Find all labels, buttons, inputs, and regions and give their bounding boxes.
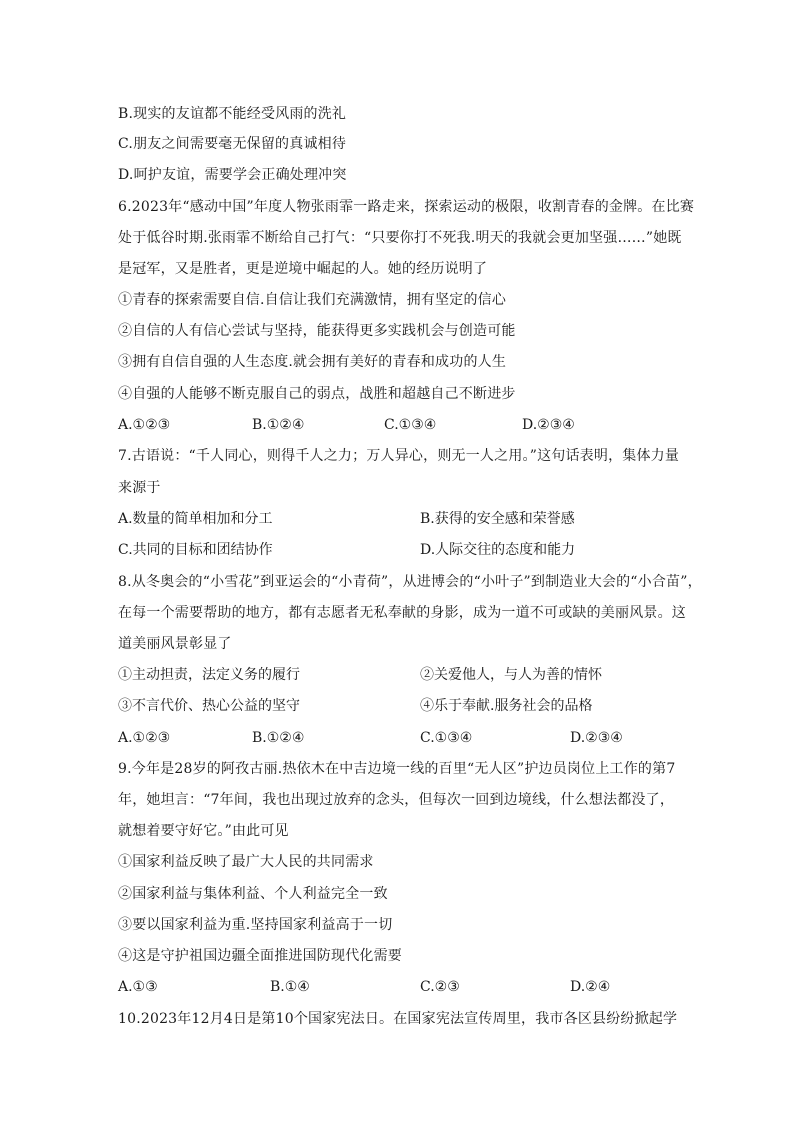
q8-choice-b: B.①②④ — [252, 730, 305, 746]
q8-choice-d: D.②③④ — [570, 730, 623, 746]
q6-statement: ①青春的探索需要自信.自信让我们充满激情，拥有坚定的信心 — [118, 292, 507, 308]
option-c-prev: C.朋友之间需要毫无保留的真诚相待 — [118, 136, 347, 152]
q6-choice-c: C.①③④ — [384, 417, 437, 433]
q9-choice-a: A.①③ — [118, 979, 158, 995]
q6-stem-line: 是冠军，又是胜者，更是逆境中崛起的人。她的经历说明了 — [118, 261, 488, 277]
q9-stem-line: 年，她坦言：“7年间，我也出现过放弃的念头，但每次一回到边境线，什么想法都没了， — [118, 792, 675, 808]
q7-choice-c: C.共同的目标和团结协作 — [118, 542, 273, 558]
q7-choice-d: D.人际交往的态度和能力 — [420, 542, 576, 558]
q9-statement: ③要以国家利益为重.坚持国家利益高于一切 — [118, 917, 393, 933]
q6-stem-line: 处于低谷时期.张雨霏不断给自己打气：“只要你打不死我.明天的我就会更加坚强……”她既 — [118, 230, 682, 246]
q6-choice-d: D.②③④ — [522, 417, 575, 433]
option-b-prev: B.现实的友谊都不能经受风雨的洗礼 — [118, 106, 347, 122]
q8-stem-line: 道美丽风景彰显了 — [118, 636, 232, 652]
q7-stem-line: 来源于 — [118, 480, 161, 496]
q8-statement: ①主动担责，法定义务的履行 — [118, 667, 300, 683]
q7-stem-line: 7.古语说：“千人同心，则得千人之力；万人异心，则无一人之用。”这句话表明，集体力量 — [118, 448, 680, 464]
q6-statement: ④自强的人能够不断克服自己的弱点，战胜和超越自己不断进步 — [118, 386, 516, 402]
q8-choice-a: A.①②③ — [118, 730, 171, 746]
q9-stem-line: 9.今年是28岁的阿孜古丽.热依木在中吉边境一线的百里“无人区”护边员岗位上工作的第7 — [118, 761, 676, 777]
q10-stem-line: 10.2023年12月4日是第10个国家宪法日。在国家宪法宣传周里，我市各区县纷纷掀起学 — [118, 1011, 678, 1027]
q9-choice-b: B.①④ — [270, 979, 310, 995]
q9-statement: ④这是守护祖国边疆全面推进国防现代化需要 — [118, 948, 402, 964]
q7-choice-a: A.数量的简单相加和分工 — [118, 511, 273, 527]
q9-statement: ①国家利益反映了最广大人民的共同需求 — [118, 854, 374, 870]
q8-choice-c: C.①③④ — [420, 730, 473, 746]
option-d-prev: D.呵护友谊，需要学会正确处理冲突 — [118, 167, 347, 183]
q8-statement: ②关爱他人，与人为善的情怀 — [420, 667, 602, 683]
q9-statement: ②国家利益与集体利益、个人利益完全一致 — [118, 886, 388, 902]
q6-choice-b: B.①②④ — [252, 417, 305, 433]
q8-statement: ④乐于奉献.服务社会的品格 — [420, 698, 593, 714]
q9-choice-c: C.②③ — [420, 979, 460, 995]
q6-stem-line: 6.2023年“感动中国”年度人物张雨霏一路走来，探索运动的极限，收割青春的金牌。在比赛 — [118, 199, 695, 215]
q9-stem-line: 就想着要守好它。”由此可见 — [118, 823, 289, 839]
q8-stem-line: 在每一个需要帮助的地方，都有志愿者无私奉献的身影，成为一道不可或缺的美丽风景。这 — [118, 605, 686, 621]
q8-stem-line: 8.从冬奥会的“小雪花”到亚运会的“小青荷”，从进博会的“小叶子”到制造业大会的“小合苗”， — [118, 574, 702, 590]
q8-statement: ③不言代价、热心公益的坚守 — [118, 698, 300, 714]
q7-choice-b: B.获得的安全感和荣誉感 — [420, 511, 575, 527]
q9-choice-d: D.②④ — [570, 979, 611, 995]
q6-statement: ②自信的人有信心尝试与坚持，能获得更多实践机会与创造可能 — [118, 323, 516, 339]
q6-choice-a: A.①②③ — [118, 417, 171, 433]
q6-statement: ③拥有自信自强的人生态度.就会拥有美好的青春和成功的人生 — [118, 354, 507, 370]
